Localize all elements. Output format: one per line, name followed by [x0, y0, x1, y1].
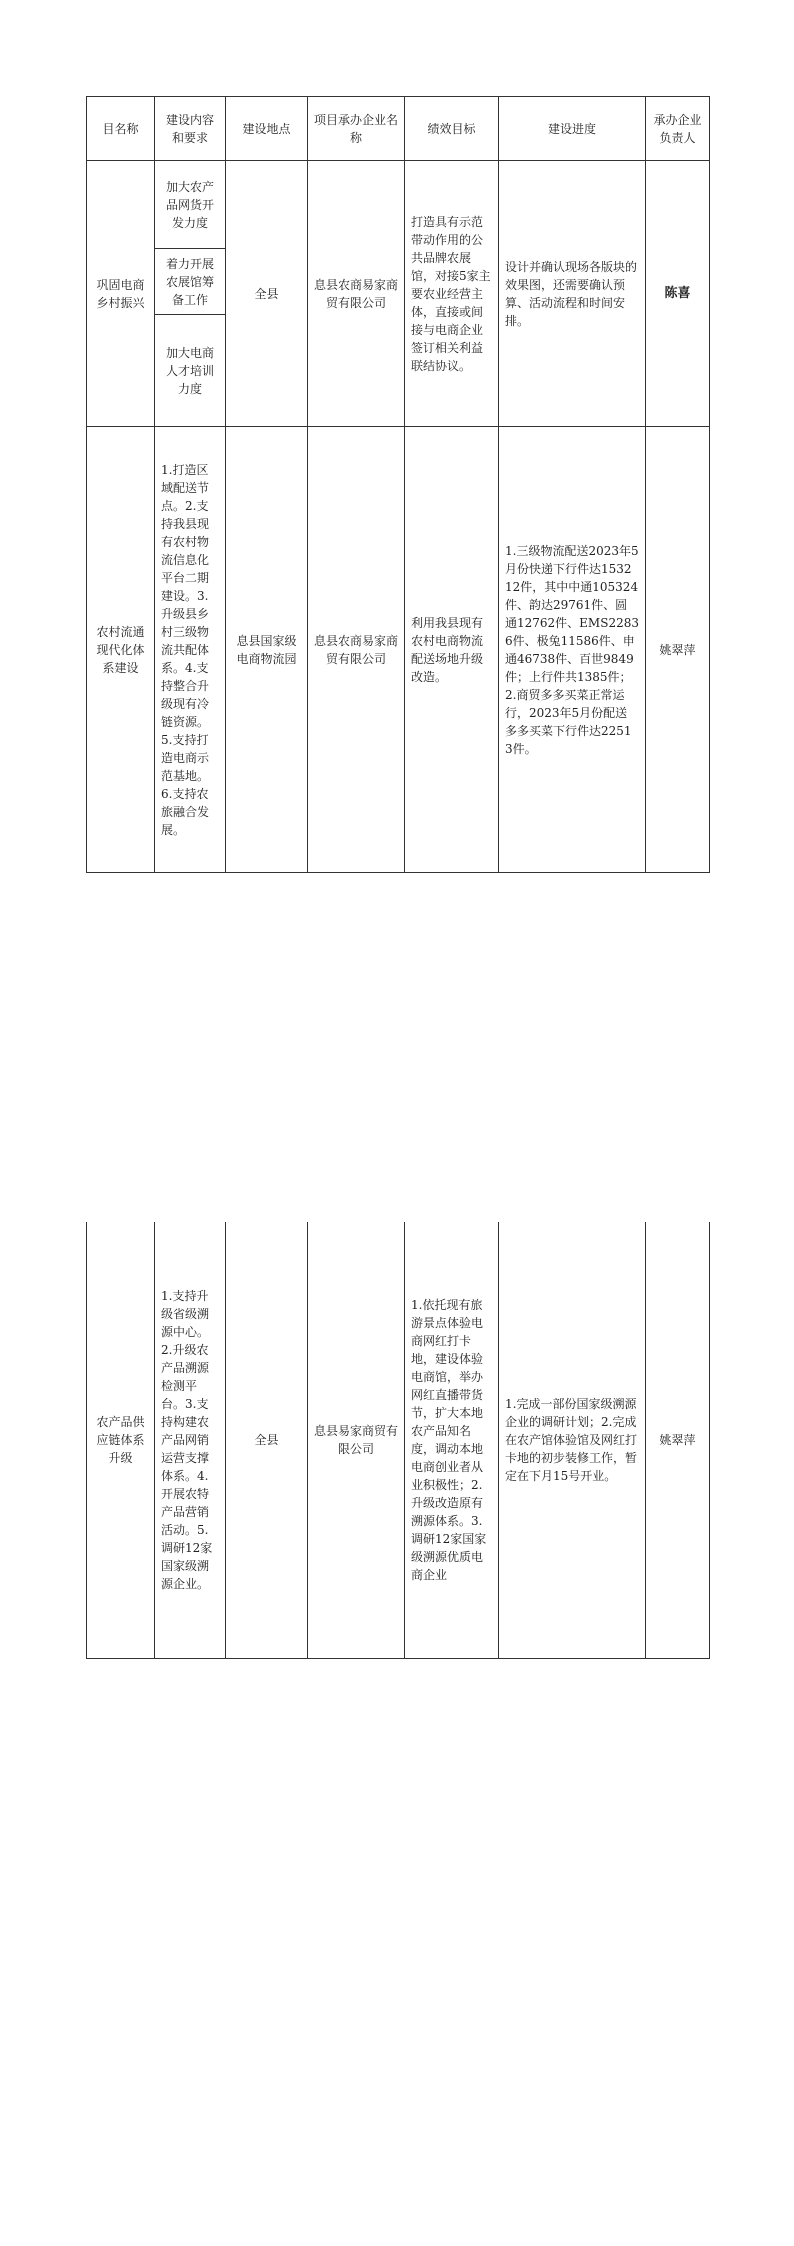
table-row	[87, 427, 710, 873]
location-cell: 全县	[226, 161, 308, 427]
target-cell: 打造具有示范带动作用的公共品牌农展馆，对接5家主要农业经营主体，直接或间接与电商企业签订相关利益联结协议。	[405, 161, 499, 427]
progress-cell: 1.完成一部份国家级溯源企业的调研计划；2.完成在农产馆体验馆及网红打卡地的初步装修工作，暂定在下月15号开业。	[499, 1222, 646, 1658]
content-item-cell: 加大农产品网货开发力度	[155, 161, 226, 249]
header-cell: 建设地点	[226, 97, 308, 161]
table-row	[87, 1222, 710, 1658]
project-table-part-1	[86, 96, 710, 873]
content-cell: 1.打造区域配送节点。2.支持我县现有农村物流信息化平台二期建设。3.升级县乡村三级物流共配体系。4.支持整合升级现有冷链资源。5.支持打造电商示范基地。6.支持农旅融合发展。	[155, 427, 226, 873]
content-item-cell: 着力开展农展馆筹备工作	[155, 249, 226, 315]
owner-cell: 姚翠萍	[646, 427, 710, 873]
owner-cell: 陈喜	[646, 161, 710, 427]
project-name-cell: 农产品供应链体系升级	[87, 1222, 155, 1658]
header-cell: 建设进度	[499, 97, 646, 161]
company-cell: 息县农商易家商贸有限公司	[308, 427, 405, 873]
target-cell: 利用我县现有农村电商物流配送场地升级改造。	[405, 427, 499, 873]
table-header-row	[87, 97, 710, 161]
company-cell: 息县易家商贸有限公司	[308, 1222, 405, 1658]
header-cell: 绩效目标	[405, 97, 499, 161]
location-cell: 息县国家级电商物流园	[226, 427, 308, 873]
project-name-cell: 农村流通现代化体系建设	[87, 427, 155, 873]
location-cell: 全县	[226, 1222, 308, 1658]
header-cell: 承办企业负责人	[646, 97, 710, 161]
content-cell: 1.支持升级省级溯源中心。2.升级农产品溯源检测平台。3.支持构建农产品网销运营支撑体系。4.开展农特产品营销活动。5.调研12家国家级溯源企业。	[155, 1222, 226, 1658]
progress-cell: 设计并确认现场各版块的效果图，还需要确认预算、活动流程和时间安排。	[499, 161, 646, 427]
owner-cell: 姚翠萍	[646, 1222, 710, 1658]
project-name-cell: 巩固电商乡村振兴	[87, 161, 155, 427]
target-cell: 1.依托现有旅游景点体验电商网红打卡地，建设体验电商馆，举办网红直播带货节，扩大本地农产品知名度，调动本地电商创业者从业积极性；2.升级改造原有溯源体系。3.调研12家国家级溯源优质电商企业	[405, 1222, 499, 1658]
content-item-cell: 加大电商人才培训力度	[155, 315, 226, 427]
header-cell: 项目承办企业名称	[308, 97, 405, 161]
progress-cell: 1.三级物流配送2023年5月份快递下行件达153212件，其中中通105324件、韵达29761件、圆通12762件、EMS22836件、极兔11586件、申通46738件、百世9849件；上行件共1385件；2.商贸多多买菜正常运行，2023年5月份配送多多买菜下行件达22513件。	[499, 427, 646, 873]
table-row	[87, 161, 710, 249]
project-table-part-2	[86, 1222, 710, 1659]
header-cell: 目名称	[87, 97, 155, 161]
company-cell: 息县农商易家商贸有限公司	[308, 161, 405, 427]
header-cell: 建设内容和要求	[155, 97, 226, 161]
